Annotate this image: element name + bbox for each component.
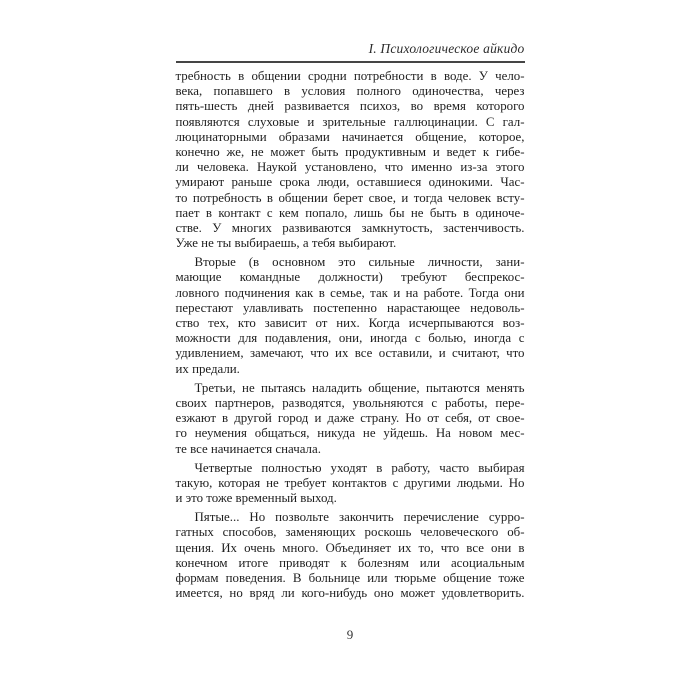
paragraph <box>176 510 525 601</box>
paragraph <box>176 255 525 377</box>
text-line: Уже не ты выбираешь, а тебя выбирают. <box>175 236 397 251</box>
text-line: века, попавшего в условия полного одиночества, через <box>175 84 525 99</box>
page-number: 9 <box>346 627 354 643</box>
text-line: ловного подчинения как в семье, так и на работе. Тогда они <box>175 285 525 300</box>
text-line: формам поведения. В больнице или тюрьме общение тоже <box>175 571 525 585</box>
body-text <box>176 69 525 601</box>
text-line: стве. У многих развиваются замкнутость, застенчивость. <box>175 220 525 235</box>
paragraph <box>176 461 525 507</box>
text-line: их предали. <box>175 361 240 376</box>
paragraph <box>176 69 525 251</box>
text-line: такую, которая не требует контактов с другими людьми. Но <box>175 475 525 490</box>
text-line: перестают улавливать постепенно нарастающее недоволь- <box>175 300 525 315</box>
text-line: Вторые (в основном это сильные личности, зани- <box>194 255 525 270</box>
text-line: Четвертые полностью уходят в работу, часто выбирая <box>194 460 525 475</box>
running-header <box>176 41 525 57</box>
text-line: имеется, но вряд ли кого-нибудь оно может удовлетворить. <box>175 586 525 601</box>
text-line: мающие командные должности) требуют беспрекос- <box>175 270 525 285</box>
text-line: и это тоже временный выход. <box>175 491 337 506</box>
text-line: те все начинается сначала. <box>175 441 321 456</box>
text-line: Третьи, не пытаясь наладить общение, пытаются менять <box>194 380 525 395</box>
text-line: люцинаторными образами начинается общение, которое, <box>175 129 525 144</box>
text-line: пять-шесть дней развивается психоз, во время которого <box>175 99 525 114</box>
text-line: появляются слуховые и зрительные галлюцинации. С гал- <box>175 114 525 129</box>
text-line: ство тех, кто зависит от них. Когда исчерпываются воз- <box>175 316 525 330</box>
text-line: ли человека. Наукой установлено, что именно из-за этого <box>175 160 525 175</box>
text-line: конечно же, не может быть продуктивным и ведет к гибе- <box>175 144 525 159</box>
text-line: пает в контакт с кем попало, лишь бы не быть в одиноче- <box>175 205 525 220</box>
header-rule <box>176 61 525 63</box>
running-header-title: I. Психологическое айкидо <box>368 41 525 56</box>
text-line: конечном итоге приводят к болезням или асоциальным <box>175 555 525 570</box>
text-line: удивлением, замечают, что их все оставили, и считают, что <box>175 346 525 361</box>
text-line: езжают в другой город и даже страну. Но от себя, от свое- <box>175 411 525 426</box>
text-line: щения. Их очень много. Объединяет их то, что все они в <box>175 540 525 555</box>
text-line: го неумения общаться, никуда не уйдешь. На новом мес- <box>175 426 525 441</box>
text-line: Пятые... Но позвольте закончить перечисление сурро- <box>194 510 525 525</box>
paragraph <box>176 381 525 457</box>
text-line: своих партнеров, разводятся, увольняются с работы, пере- <box>175 395 525 410</box>
text-column <box>176 0 525 643</box>
text-line: то потребность в общении берет свое, и тогда человек всту- <box>175 190 525 205</box>
text-line: гатных способов, заменяющих роскошь человеческого об- <box>175 525 525 540</box>
text-line: можности для подавления, они, иногда с болью, иногда с <box>175 331 525 346</box>
text-line: умирают раньше срока люди, оставшиеся одинокими. Час- <box>175 175 525 190</box>
text-line: требность в общении сродни потребности в воде. У чело- <box>175 69 525 83</box>
